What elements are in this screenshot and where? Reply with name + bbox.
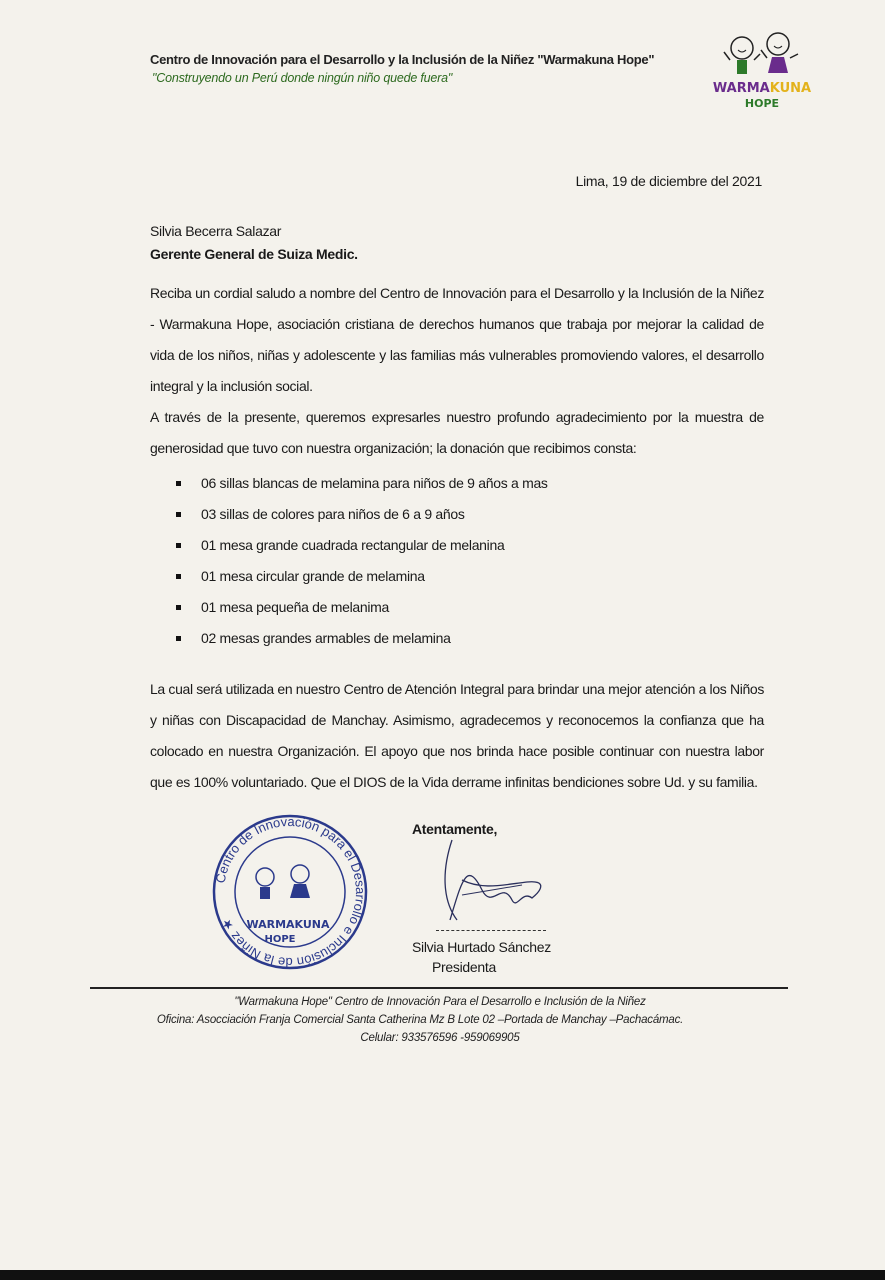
signatory-role: Presidenta [432,959,496,975]
list-item: 01 mesa circular grande de melamina [176,561,764,592]
signature-block [150,812,764,977]
footer-address: Oficina: Asocciación Franja Comercial Santa Catherina Mz B Lote 02 –Portada de Manchay –Pachacámac. [156,1014,684,1026]
list-item: 01 mesa pequeña de melanima [176,592,764,623]
recipient-block [150,220,764,266]
letter-body [150,220,764,1047]
handwritten-signature [422,820,552,930]
svg-text:WARMAKUNA: WARMAKUNA [712,81,812,96]
organization-stamp [210,812,370,972]
footer-phone: Celular: 933576596 -959069905 [360,1032,520,1044]
recipient-name: Silvia Becerra Salazar [150,223,282,239]
list-item: 03 sillas de colores para niños de 6 a 9 años [176,499,764,530]
svg-text:WARMAKUNA: WARMAKUNA [246,918,330,931]
list-item: 02 mesas grandes armables de melamina [176,623,764,654]
list-item: 06 sillas blancas de melamina para niños de 9 años a mas [176,468,764,499]
paragraph-greeting: Reciba un cordial saludo a nombre del Centro de Innovación para el Desarrollo y la Inclusión de la Niñez - Warmakuna Hope, asociación cristiana de derechos humanos que trabaja por mejorar la calidad de vida de los niños, niñas y adolescente y las familias más vulnerables promoviendo valores, el desarrollo integral y la inclusión social. [150,285,764,394]
footer-divider [90,987,788,989]
svg-text:HOPE: HOPE [744,97,780,110]
svg-text:HOPE: HOPE [264,934,296,945]
letter-date: Lima, 19 de diciembre del 2021 [575,173,762,189]
header-motto: "Construyendo un Perú donde ningún niño quede fuera" [152,71,453,85]
paragraph-thanks: A través de la presente, queremos expresarles nuestro profundo agradecimiento por la muestra de generosidad que tuvo con nuestra organización; la donación que recibimos consta: [150,409,764,456]
signatory-name: Silvia Hurtado Sánchez [412,939,551,955]
signature-line [436,930,546,931]
svg-text:Centro de Innovación para el D: Centro de Innovación para el Desarrollo e Inclusión de la Niñez ★ [212,813,369,971]
warmakuna-logo [712,30,812,110]
list-item: 01 mesa grande cuadrada rectangular de melanina [176,530,764,561]
recipient-position: Gerente General de Suiza Medic. [150,246,358,262]
paragraph-closing: La cual será utilizada en nuestro Centro de Atención Integral para brindar una mejor atención a los Niños y niñas con Discapacidad de Manchay. Asimismo, agradecemos y reconocemos la confianza que ha colocado en nuestra Organización. El apoyo que nos brinda hace posible continuar con nuestra labor que es 100% voluntariado. Que el DIOS de la Vida derrame infinitas bendiciones sobre Ud. y su familia. [150,681,764,790]
header-title: Centro de Innovación para el Desarrollo y la Inclusión de la Niñez "Warmakuna Hope" [150,52,655,67]
donation-list [176,468,764,654]
scan-edge [0,1270,885,1280]
closing-salutation: Atentamente, [412,821,498,837]
footer-organization: "Warmakuna Hope" Centro de Innovación Para el Desarrollo e Inclusión de la Niñez [234,996,646,1008]
